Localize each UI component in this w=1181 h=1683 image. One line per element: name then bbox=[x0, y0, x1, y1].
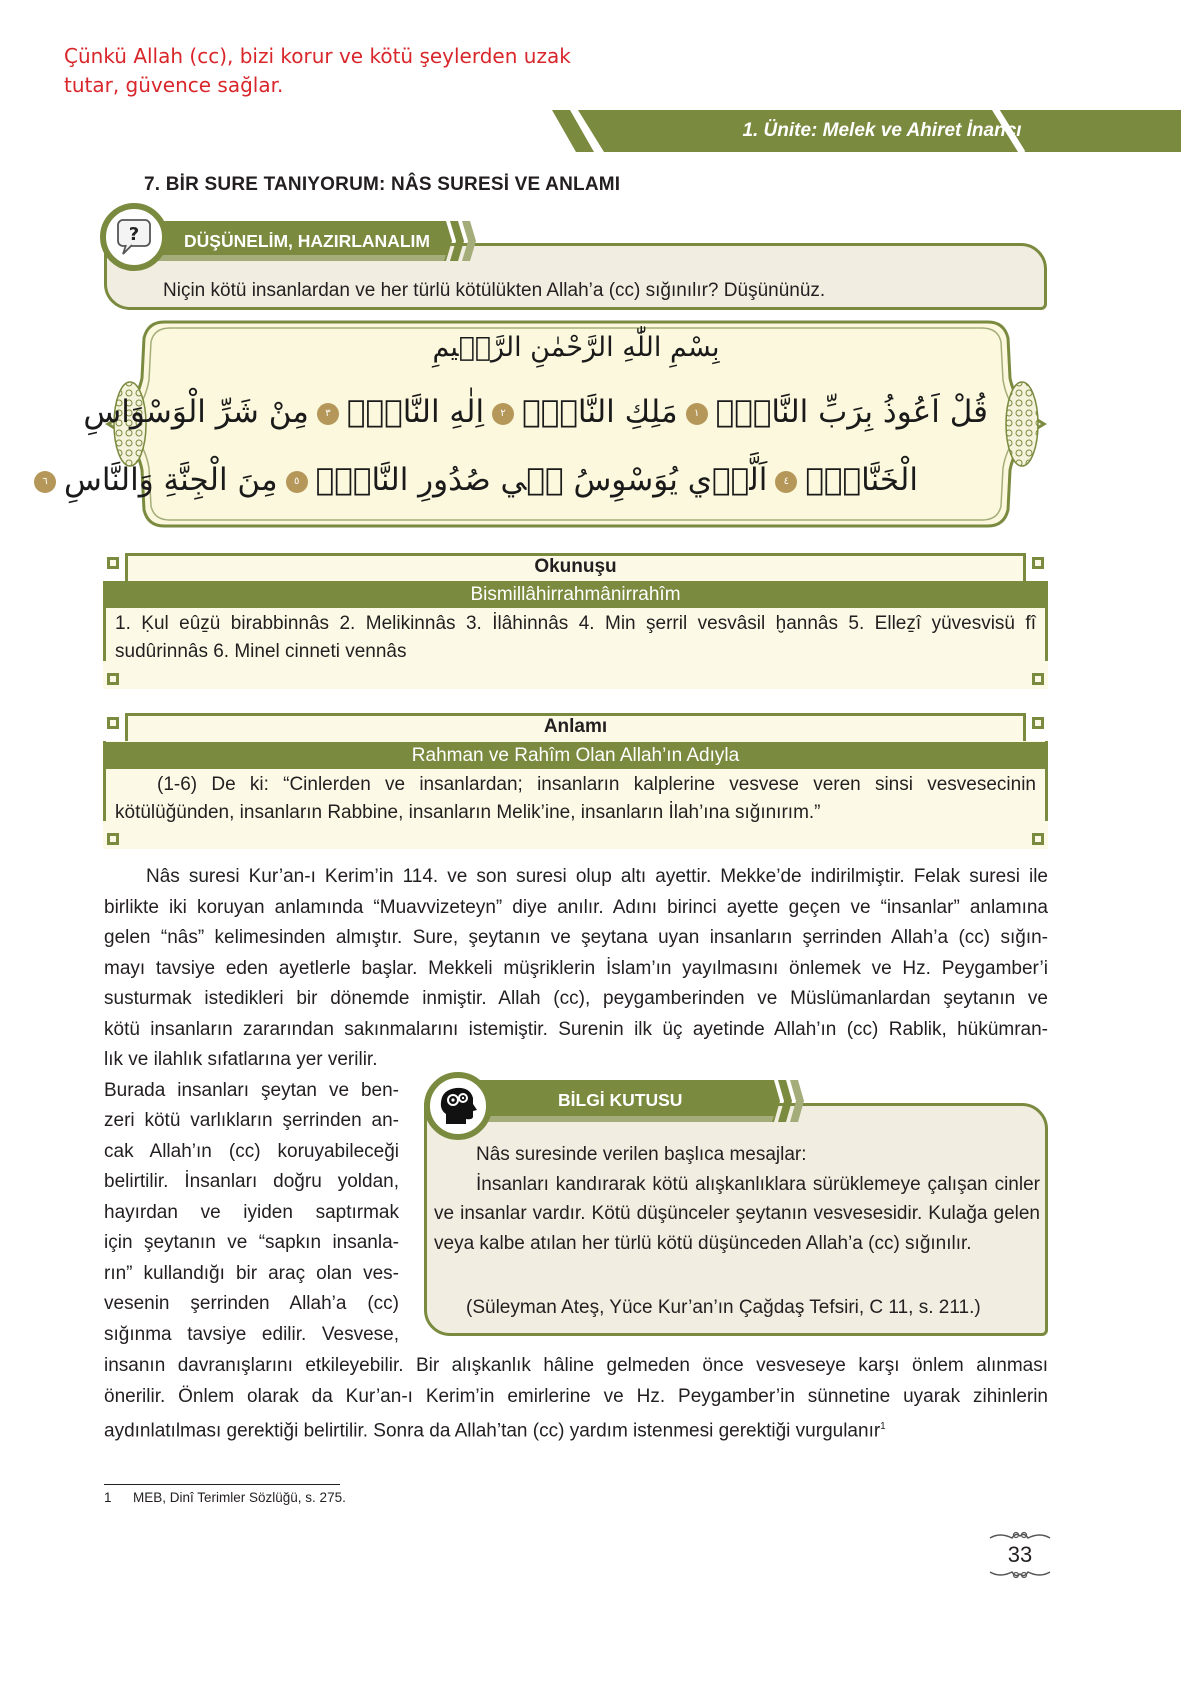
ayah-number-badge: ٤ bbox=[775, 471, 797, 493]
think-tab-label: DÜŞÜNELİM, HAZIRLANALIM bbox=[184, 231, 430, 251]
body-line: Burada insanları şeytan ve ben- bbox=[104, 1079, 399, 1101]
footnote-divider bbox=[104, 1484, 340, 1485]
meaning-title: Anlamı bbox=[543, 716, 608, 737]
ayah-text: قُلْ اَعُوذُ بِرَبِّ النَّاسِۙ bbox=[715, 394, 988, 430]
section-title: 7. BİR SURE TANIYORUM: NÂS SURESİ VE ANLAMI bbox=[144, 174, 621, 195]
ayah-text: اَلَّذ۪ي يُوَسْوِسُ ف۪ي صُدُورِ النَّاسِۙ bbox=[315, 462, 768, 498]
page-number-ornament bbox=[986, 1530, 1054, 1580]
answer-note: Çünkü Allah (cc), bizi korur ve kötü şeylerden uzak tutar, güvence sağlar. bbox=[64, 44, 571, 97]
unit-banner bbox=[552, 110, 1181, 152]
body-line: önerilir. Önlem olarak da Kur’an-ı Kerim’in emirlerine ve Hz. Peygamber’in sünnetine uyarak zihinlerin bbox=[104, 1385, 1048, 1407]
info-source-citation: (Süleyman Ateş, Yüce Kur’an’ın Çağdaş Tefsiri, C 11, s. 211.) bbox=[466, 1297, 981, 1318]
body-line: belirtilir. İnsanları doğru yoldan, bbox=[104, 1171, 399, 1192]
info-body bbox=[434, 1140, 1040, 1258]
ayah-text: مِنْ شَرِّ الْوَسْوَاسِ bbox=[83, 394, 309, 430]
body-line: Nâs suresi Kur’an-ı Kerim’in 114. ve son suresi olup altı ayettir. Mekke’de indirilmiştir. Felak suresi ile bbox=[146, 866, 1048, 887]
head-gears-icon bbox=[436, 1084, 480, 1128]
meaning-basmala-band: Rahman ve Rahîm Olan Allah’ın Adıyla bbox=[103, 742, 1048, 769]
reading-basmala-band: Bismillâhirrahmânirrahîm bbox=[103, 581, 1048, 608]
ayah-text: مِنَ الْجِنَّةِ وَالنَّاسِ bbox=[64, 462, 278, 498]
body-line-text: aydınlatılması gerektiği belirtilir. Sonra da Allah’tan (cc) yardım istenmesi gerektiği vurgulanır bbox=[104, 1420, 881, 1442]
svg-text:?: ? bbox=[128, 224, 140, 245]
reading-box bbox=[103, 553, 1048, 689]
body-line: mayı tavsiye eden ayetlerle başlar. Mekkeli müşriklerin İslam’ın yayılmasını önlemek ve Hz. Peygamber’i bbox=[104, 957, 1048, 979]
body-line: gelen “nâs” kelimesinden almıştır. Sure, şeytanın ve şeytana uyan insanların şerrinden Allah’a (cc) sığın- bbox=[104, 927, 1048, 948]
footnote-text: MEB, Dinî Terimler Sözlüğü, s. 275. bbox=[133, 1490, 346, 1505]
body-line: zeri kötü varlıkların şerrinden an- bbox=[104, 1110, 399, 1131]
meaning-box bbox=[103, 713, 1048, 849]
arabic-line-1 bbox=[83, 394, 988, 430]
footnote-ref: 1 bbox=[880, 1421, 886, 1432]
ayah-text: الْخَنَّاسِۙ bbox=[805, 462, 918, 498]
ayah-text: اِلٰهِ النَّاسِۙ bbox=[346, 394, 485, 430]
info-tab-label: BİLGİ KUTUSU bbox=[558, 1090, 683, 1110]
unit-title: 1. Ünite: Melek ve Ahiret İnancı bbox=[742, 120, 1022, 141]
ayah-number-badge: ٥ bbox=[286, 471, 308, 493]
info-intro: Nâs suresinde verilen başlıca mesajlar: bbox=[476, 1144, 807, 1165]
body-line: sığınma tavsiye edilir. Vesvese, bbox=[104, 1323, 399, 1345]
body-line: hayırdan ve iyiden saptırmak bbox=[104, 1201, 399, 1223]
footnote-number: 1 bbox=[104, 1490, 112, 1505]
body-line: insanın davranışlarını etkileyebilir. Bir alışkanlık hâline gelmeden önce vesveseye karşı önlem alınması bbox=[104, 1355, 1048, 1376]
body-line: kötü insanların zararından sakınmalarını istemiştir. Surenin ilk üç ayetinde Allah’ın (cc) Rablik, hükümran- bbox=[104, 1018, 1048, 1040]
body-line: lık ve ilahlık sıfatlarına yer verilir. bbox=[104, 1049, 378, 1070]
think-question: Niçin kötü insanlardan ve her türlü kötülükten Allah’a (cc) sığınılır? Düşününüz. bbox=[163, 280, 826, 301]
ayah-text: مَلِكِ النَّاسِۙ bbox=[522, 394, 678, 430]
think-icon-badge bbox=[100, 203, 168, 271]
body-paragraph-bottom bbox=[104, 1351, 1048, 1447]
body-line-last bbox=[104, 1412, 1048, 1447]
body-line: cak Allah’ın (cc) koruyabileceği bbox=[104, 1140, 399, 1162]
basmala-arabic: بِسْمِ اللّٰهِ الرَّحْمٰنِ الرَّح۪يمِ bbox=[432, 332, 720, 363]
info-text: İnsanları kandırarak kötü alışkanlıklara sürüklemeye çalışan cinler ve insanlar vardır. Kötü düşünceler şeytanın vesvesesidir. Kulağa gelen veya kalbe atılan her türlü kötü düşünceden Allah’a (cc) sığınılır. bbox=[434, 1173, 1040, 1254]
body-line: susturmak istedikleri bir dönemde inmiştir. Allah (cc), peygamberinden ve Müslümanlardan şeytanın ve bbox=[104, 988, 1048, 1009]
arabic-line-2 bbox=[42, 462, 988, 498]
body-line: için şeytanın ve “sapkın insanla- bbox=[104, 1232, 399, 1253]
body-paragraph-narrow bbox=[104, 1045, 399, 1350]
body-line: birlikte iki koruyan anlamında “Muavvizeteyn” diye anılır. Adını birinci ayette geçen ve “insanlar” anlamına bbox=[104, 896, 1048, 918]
reading-transliteration: 1. Ḳul eûẕü birabbinnâs 2. Melikinnâs 3. İlâhinnâs 4. Min şerril vesvâsil ḫannâs 5. Elleẕî yüvesvisü fî sudûrinnâs 6. Minel cinneti vennâs bbox=[115, 613, 1036, 662]
meaning-translation: (1-6) De ki: “Cinlerden ve insanlardan; insanların kalplerine vesvese veren sinsi vesvesecinin kötülüğünden, insanların Rabbine, insanların Melik’ine, insanların İlah’ına sığınırım.” bbox=[115, 774, 1036, 823]
body-paragraph-full bbox=[104, 862, 1048, 1045]
footnote bbox=[104, 1490, 346, 1505]
arabic-sura-panel bbox=[42, 318, 1048, 530]
ayah-number-badge: ٦ bbox=[34, 471, 56, 493]
ayah-number-badge: ١ bbox=[686, 403, 708, 425]
page-number: 33 bbox=[1007, 1542, 1033, 1567]
info-icon-badge bbox=[424, 1072, 492, 1140]
body-line: vesenin şerrinden Allah’a (cc) bbox=[104, 1293, 399, 1314]
reading-title: Okunuşu bbox=[534, 556, 617, 577]
body-line: rın” kullandığı bir araç olan ves- bbox=[104, 1262, 399, 1284]
ayah-number-badge: ٣ bbox=[317, 403, 339, 425]
ayah-number-badge: ٢ bbox=[492, 403, 514, 425]
question-speech-bubble-icon bbox=[114, 217, 154, 257]
